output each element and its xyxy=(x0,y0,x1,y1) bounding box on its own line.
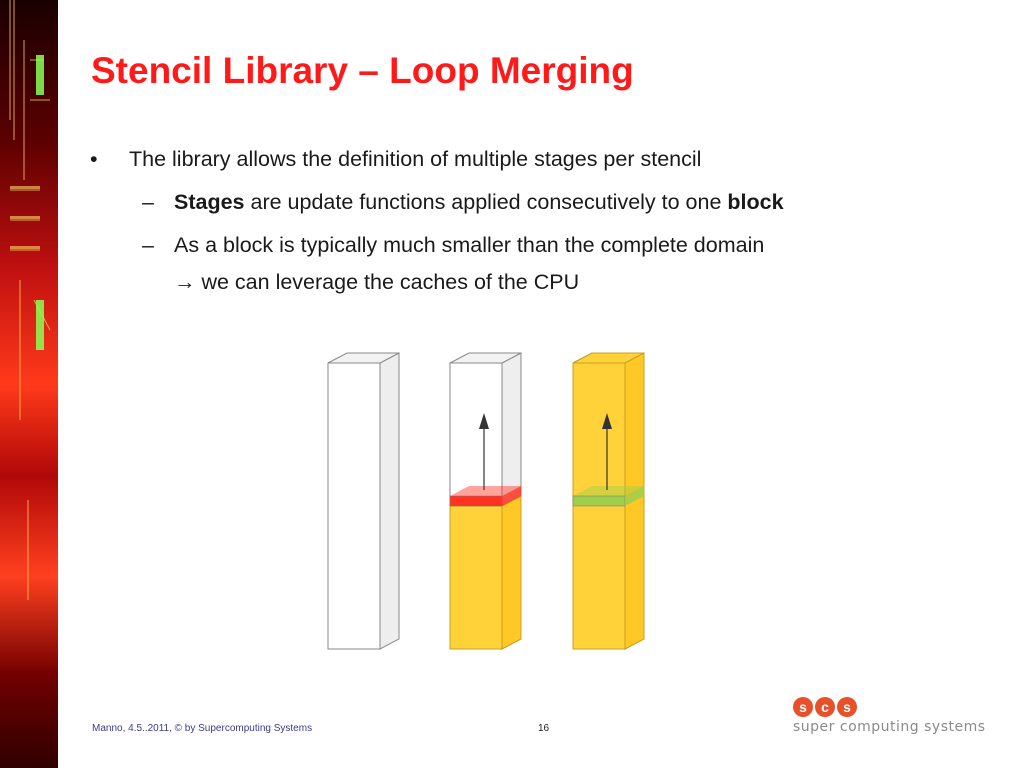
stages-term: Stages xyxy=(174,190,245,214)
column-side xyxy=(380,353,399,649)
footer-credit: Manno, 4.5..2011, © by Supercomputing Systems xyxy=(92,723,313,734)
circuit-pattern-icon xyxy=(0,0,58,768)
sub-bullet-stages xyxy=(142,190,784,215)
logo-circles xyxy=(793,697,986,717)
block-stage-diagram xyxy=(320,345,660,655)
bullet-text: The library allows the definition of multiple stages per stencil xyxy=(129,147,702,171)
stage-slab-front xyxy=(573,496,625,506)
logo-letter-c: c xyxy=(815,697,835,717)
page-number: 16 xyxy=(538,723,550,734)
bullet-symbol: • xyxy=(90,147,98,171)
column-filled-front xyxy=(450,506,502,649)
dash-marker: – xyxy=(142,190,154,214)
logo-letter-s: s xyxy=(837,697,857,717)
column-filled-side xyxy=(502,496,521,649)
sub-bullet-text: are update functions applied consecutively to one xyxy=(244,190,728,214)
sub-bullet-continuation xyxy=(174,270,579,295)
continuation-text: we can leverage the caches of the CPU xyxy=(195,270,580,294)
stage-slab-front xyxy=(450,496,502,506)
slide-title: Stencil Library – Loop Merging xyxy=(91,50,634,91)
logo-letter-s: s xyxy=(793,697,813,717)
right-arrow-icon: → xyxy=(174,270,196,294)
decorative-side-bar xyxy=(0,0,58,768)
dash-marker: – xyxy=(142,233,154,257)
block-term: block xyxy=(727,190,784,214)
column-front xyxy=(328,363,380,649)
sub-bullet-text: As a block is typically much smaller than the complete domain xyxy=(174,233,765,257)
sub-bullet-block-size xyxy=(142,233,764,258)
company-logo xyxy=(793,697,986,735)
logo-text: super computing systems xyxy=(793,719,986,735)
